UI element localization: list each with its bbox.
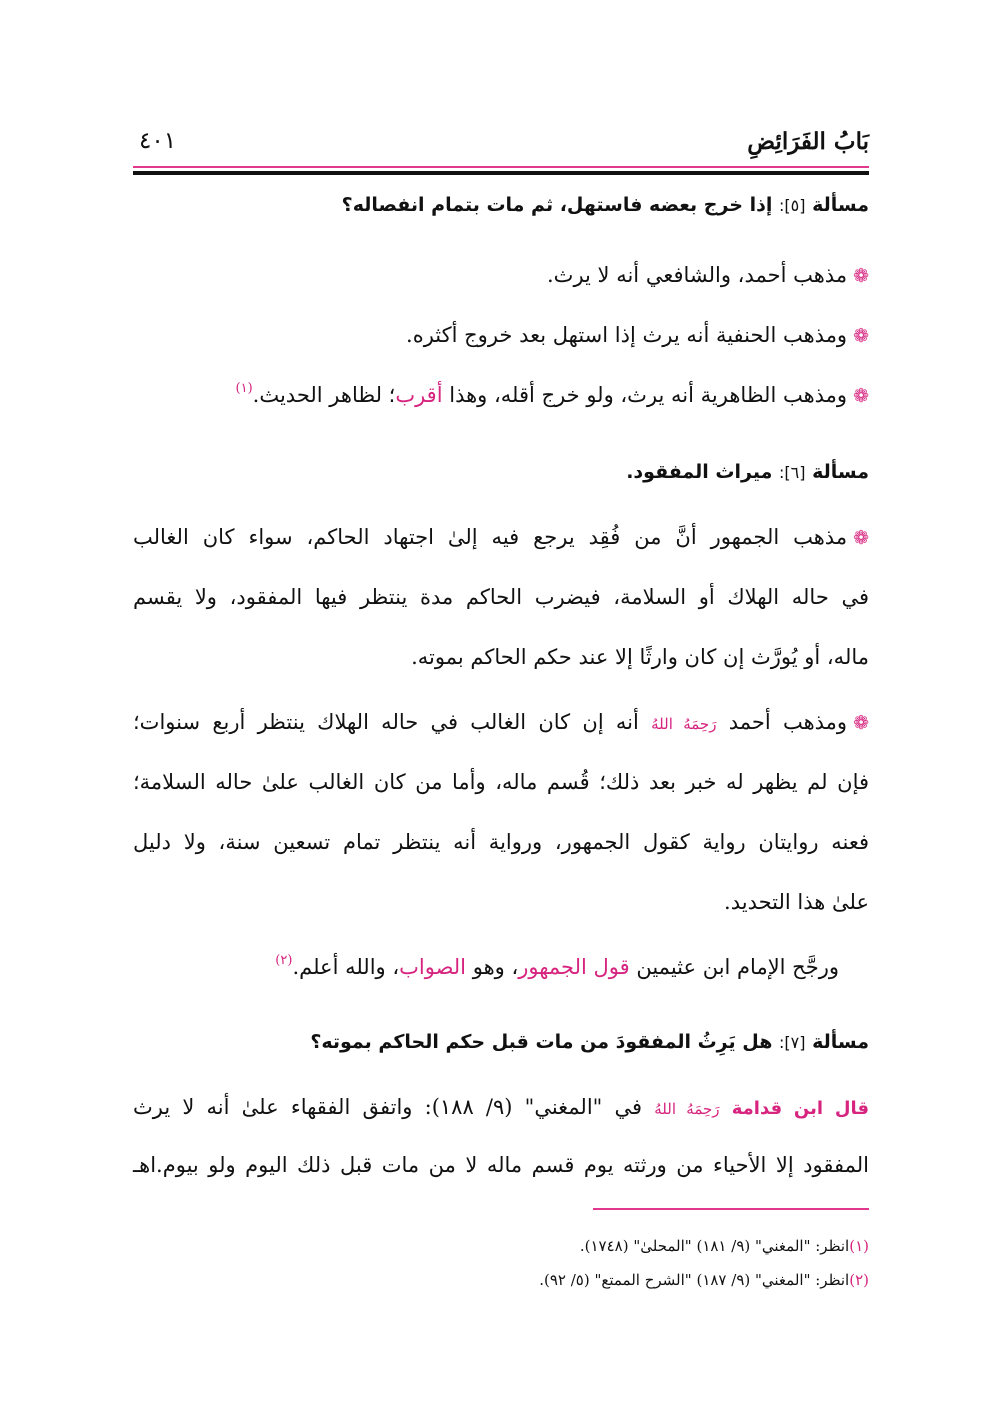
footnote-number: (١) <box>849 1237 869 1255</box>
q5-item-3 <box>236 378 869 416</box>
honorific-mark: رَحِمَهُ اللهُ <box>654 1100 720 1118</box>
footnote-1 <box>580 1234 869 1258</box>
q6-para1-line-3: ماله، أو يُورَّث إن كان وارثًا إلا عند حكم الحاكم بموته. <box>411 645 869 669</box>
q6-para2-line-4: علىٰ هذا التحديد. <box>724 890 869 914</box>
q6-para1-line-1 <box>133 520 869 555</box>
q7-para-line-2: المفقود إلا الأحياء من ورثته يوم قسم ماله لا من مات قبل ذلك اليوم ولو بيوم.اهـ <box>133 1153 869 1177</box>
question-number: [٦]: <box>779 463 806 482</box>
flower-bullet-icon: ❁ <box>853 385 869 407</box>
item-text: مذهب أحمد، والشافعي أنه لا يرث. <box>547 263 848 287</box>
tarjih-text-end: ، والله أعلم. <box>292 955 400 979</box>
question-text: هل يَرِثُ المفقودَ من مات قبل حكم الحاكم بموته؟ <box>310 1031 773 1053</box>
question-number: [٧]: <box>779 1033 806 1052</box>
highlight-sawab: الصواب <box>399 955 467 979</box>
footnote-ref-2[interactable]: (٢) <box>275 953 293 968</box>
q6-para2-line-2: فإن لم يظهر له خبر بعد ذلك؛ قُسم ماله، وأما من كان الغالب علىٰ حاله السلامة؛ <box>133 770 869 794</box>
question-label: مسألة <box>812 194 869 216</box>
highlight-qawl-aljumhur: قول الجمهور <box>518 955 630 979</box>
item-text: ومذهب الظاهرية أنه يرث، ولو خرج أقله، وهذا <box>449 383 848 407</box>
paragraph-text-cont: أنه إن كان الغالب في حاله الهلاك ينتظر أربع سنوات؛ <box>133 710 639 734</box>
paragraph-text: ومذهب أحمد <box>728 710 848 734</box>
q6-para2-line-3: فعنه روايتان رواية كقول الجمهور، ورواية أنه ينتظر تمام تسعين سنة، ولا دليل <box>133 830 869 854</box>
question-text: ميراث المفقود. <box>626 461 773 483</box>
tarjih-text: ورجَّح الإمام ابن عثيمين <box>636 955 839 979</box>
question-5-heading <box>342 188 869 223</box>
footnote-number: (٢) <box>849 1271 869 1289</box>
q5-item-2 <box>406 318 869 353</box>
page-number: ٤٠١ <box>139 128 177 154</box>
flower-bullet-icon: ❁ <box>853 527 869 549</box>
item-text-end: ؛ لظاهر الحديث. <box>252 383 396 407</box>
quote-speaker: قال ابن قدامة <box>731 1098 869 1119</box>
highlight-aqrab: أقرب <box>395 383 443 407</box>
flower-bullet-icon: ❁ <box>853 712 869 734</box>
honorific-mark: رَحِمَهُ اللهُ <box>651 715 717 733</box>
paragraph-text: في "المغني" (٩/ ١٨٨): واتفق الفقهاء علىٰ أنه لا يرث <box>133 1095 643 1119</box>
question-label: مسألة <box>812 1031 869 1053</box>
q6-para2-line-1 <box>133 705 869 741</box>
question-6-heading <box>626 455 869 490</box>
header-rule-pink <box>133 166 869 168</box>
question-number: [٥]: <box>779 196 806 215</box>
page-header <box>133 128 869 162</box>
flower-bullet-icon: ❁ <box>853 265 869 287</box>
flower-bullet-icon: ❁ <box>853 325 869 347</box>
footnote-text: انظر: "المغني" (٩/ ١٨٧) "الشرح الممتع" (٥/ ٩٢). <box>539 1271 850 1289</box>
tarjih-text-mid: ، وهو <box>472 955 519 979</box>
q5-item-1 <box>547 258 869 293</box>
item-text: ومذهب الحنفية أنه يرث إذا استهل بعد خروج أكثره. <box>406 323 848 347</box>
question-label: مسألة <box>812 461 869 483</box>
chapter-title: بَابُ الفَرَائِضِ <box>747 128 869 155</box>
q7-para-line-1 <box>133 1090 869 1126</box>
paragraph-text: مذهب الجمهور أنَّ من فُقِد يرجع فيه إلىٰ اجتهاد الحاكم، سواء كان الغالب <box>133 525 848 549</box>
q6-tarjih <box>275 950 839 988</box>
header-rule-black <box>133 171 869 175</box>
q6-para1-line-2: في حاله الهلاك أو السلامة، فيضرب الحاكم مدة ينتظر فيها المفقود، ولا يقسم <box>133 585 869 609</box>
footnote-separator <box>593 1208 869 1210</box>
question-7-heading <box>310 1025 869 1060</box>
footnote-text: انظر: "المغني" (٩/ ١٨١) "المحلىٰ" (١٧٤٨). <box>579 1237 850 1255</box>
footnote-ref-1[interactable]: (١) <box>235 381 253 396</box>
question-text: إذا خرج بعضه فاستهل، ثم مات بتمام انفصاله؟ <box>341 194 773 216</box>
footnote-2 <box>539 1268 869 1292</box>
